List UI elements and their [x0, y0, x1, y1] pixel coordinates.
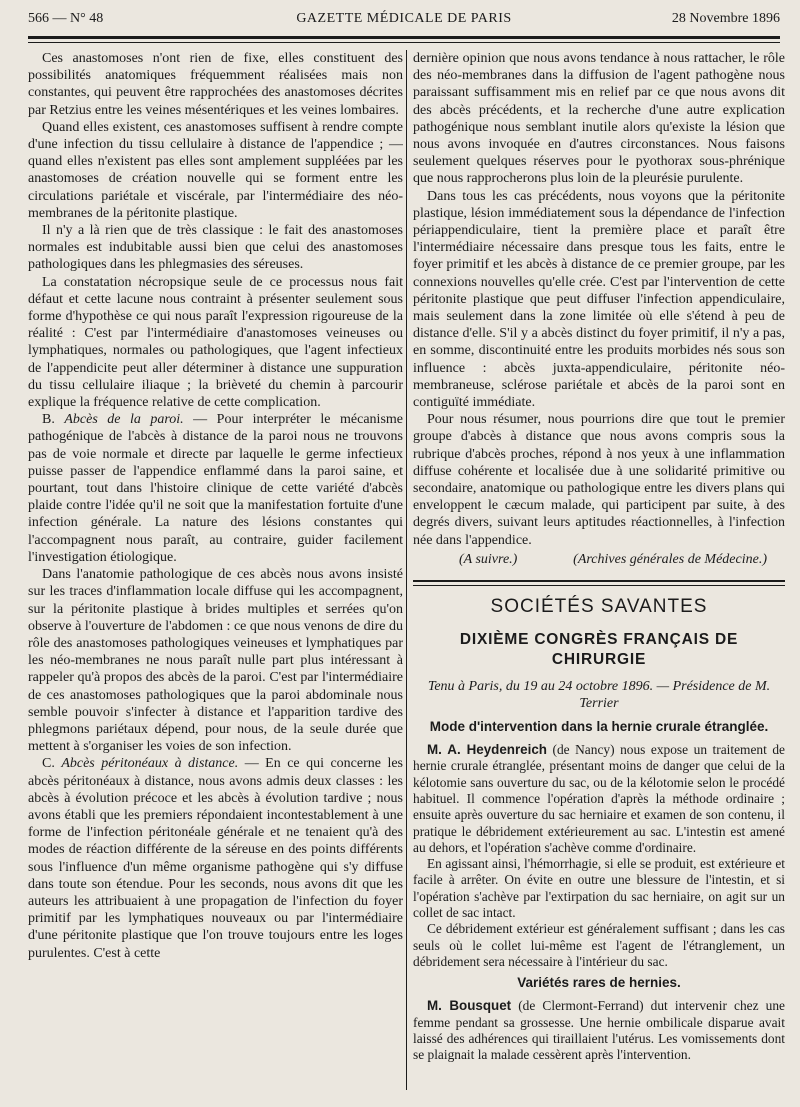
heading-abces-paroi: Abcès de la paroi.	[64, 412, 184, 428]
to-be-continued: (A suivre.)	[459, 551, 518, 567]
heading-abces-peritoneaux: Abcès péritonéaux à distance.	[61, 756, 239, 772]
paragraph: Ces anastomoses n'ont rien de fixe, elles constituent des possibilités anatomiques fréquemment réalisées mais non constantes, qui peuvent être rapprochées des anastomoses décrites par Retzius entre les veines mésentériques et les veines lombaires.	[28, 51, 403, 118]
page-header	[28, 8, 780, 30]
header-rule-thin	[28, 42, 780, 43]
paragraph: dernière opinion que nous avons tendance à nous rattacher, le rôle des néo-membranes dans la diffusion de l'agent pathogène nous paraissant suffisamment mis en relief par ce que nous avons dit des abcès précédents, et la recherche d'une autre explication pathogénique nous semblant inutile alors qu'existe la lésion que nous avons invoquée en d'autres circonstances. Nous faisons seulement quelques réserves pour le pyothorax sous-phrénique que nous rapprocherons plus loin de la pleurésie purulente.	[413, 51, 785, 187]
paragraph-abces-paroi: B. Abcès de la paroi. — Pour interpréter le mécanisme pathogénique de l'abcès à distance de la paroi nous ne trouvons pas de voie normale et directe par laquelle le germe infectieux puisse passer de l'appendice enflammé dans la paroi saine, et pourtant, tout dans l'histoire clinique de cette variété d'abcès plaide contre l'idée qu'il ne soit que la manifestation fortuite d'une infection générale. La nature des lésions constantes qui l'accompagnent nous paraît, au contraire, guider facilement l'investigation étiologique.	[28, 412, 403, 565]
article-source-line	[413, 551, 785, 568]
section-title: SOCIÉTÉS SAVANTES	[490, 596, 708, 618]
paragraph: La constatation nécropsique seule de ce processus nous fait défaut et cette lacune nous contraint à présenter seulement sous forme d'hypothèse ce qui nous paraît l'expression rigoureuse de la réalité : C'est par l'intermédiaire d'anastomoses veineuses ou lymphatiques, normales ou pathologiques, que l'agent infectieux de l'appendicite peut aller déterminer à distance une suppuration du tissu cellulaire iliaque ; la brièveté du chemin à parcourir explique la fréquence relative de cette complication.	[28, 274, 403, 411]
congress-title: DIXIÈME CONGRÈS FRANÇAIS DE CHIRURGIE	[459, 631, 739, 669]
journal-title: GAZETTE MÉDICALE DE PARIS	[296, 11, 512, 26]
paragraph-abces-peritoneaux: C. Abcès péritonéaux à distance. — En ce qui concerne les abcès péritonéaux à distance, nous avons admis deux classes : les abcès à évolution précoce et les abcès à évolution tardive ; nous avons établi que les premiers répondaient incontestablement à une forme de l'infection péritonéale générale et ne tenaient qu'à des modes de réaction différente de la séreuse en des points différents sous l'influence d'un même organisme pathogène qui s'y diffuse dans toute son étendue. Pour les seconds, nous avons dit que les auteurs les attribuaient à une propagation de l'infection du foyer primitif par les lymphatiques nouveaux ou par l'intermédiaire d'une péritonite plastique que l'on trouve toujours entre les loges purulentes. C'est à cette	[28, 756, 403, 961]
paragraph: En agissant ainsi, l'hémorrhagie, si elle se produit, est extérieure et facile à arrêter. On évite en outre une blessure de l'intestin, et si l'opération s'achève par l'extirpation du sac herniaire, on agit sur un collet de sac intact.	[413, 856, 785, 921]
page-number: 566 — N° 48	[28, 11, 104, 26]
paragraph: Pour nous résumer, nous pourrions dire que tout le premier groupe d'abcès à distance que nous avons compris sous la rubrique d'abcès proches, répond à nos yeux à une inflammation diffuse cohérente et localisée due à une solidarité primitive ou secondaire, anatomique ou pathologique entre les divers plans qui enveloppent le cæcum malade, qui participent par suite, à des degrés divers, suivant leurs aptitudes réactionnelles, à l'infection née dans l'appendice.	[413, 412, 785, 548]
subsection-title-varietes-rares: Variétés rares de hernies.	[517, 975, 681, 991]
subsection-title-hernie-crurale: Mode d'intervention dans la hernie crurale étranglée.	[429, 719, 769, 735]
issue-date: 28 Novembre 1896	[671, 11, 780, 26]
paragraph: Dans l'anatomie pathologique de ces abcès nous avons insisté sur les traces d'inflammation locale diffuse qui les accompagnent, sur la péritonite plastique à brides multiples et serrées qu'on observe à l'ouverture de l'abdomen : ce que nous venons de dire du rôle des anastomoses pathologiques veineuses et lymphatiques par les néo-membranes ne nous paraît nulle part plus intéressant à rappeler qu'à propos des abcès de la paroi. C'est par l'intermédiaire de ces anastomoses pathologiques que la paroi abdominale nous semble pouvoir s'infecter à distance et l'apparition tardive des phlegmons pariétaux dépend, pour nous, de la seule durée que mettent à s'organiser les voies de son infection.	[28, 567, 403, 755]
author-name: M. A. Heydenreich	[427, 742, 547, 758]
source-citation: (Archives générales de Médecine.)	[573, 551, 767, 567]
congress-meta: Tenu à Paris, du 19 au 24 octobre 1896. — Présidence de M. Terrier	[427, 679, 771, 712]
paragraph-heydenreich: M. A. Heydenreich (de Nancy) nous expose un traitement de hernie crurale étranglée, présentant moins de danger que celui de la kélotomie sans ouverture du sac, ou de la kélotomie selon le procédé habituel. Il commence l'opération d'après la méthode ordinaire ; ensuite après ouverture du sac herniaire et examen de son contenu, il pratique le débridement extérieurement au sac. L'intestin est amené au dehors, et l'opération s'achève comme d'ordinaire.	[413, 742, 785, 855]
section-rule-thin	[413, 585, 785, 586]
paragraph: Dans tous les cas précédents, nous voyons que la péritonite plastique, lésion immédiatement sous la dépendance de l'infection périappendiculaire, tient la première place et paraît être l'intermédiaire nécessaire dans presque tous les faits, entre le foyer primitif et les abcès à distance de ce premier groupe, par les connexions nouvelles qu'elle crée. C'est par l'intervention de cette péritonite plastique que peut diffuser l'infection appendiculaire, mais seulement dans la zone limitée où elle s'étend à peu de distance d'elle. S'il y a abcès distinct du foyer primitif, il n'y a pas, en somme, discontinuité entre les produits morbides nés sous son influence : abcès juxta-appendiculaire, péritonite néo-membraneuse, sclérose pariétale et abcès de la paroi sont en contiguïté immédiate.	[413, 188, 785, 411]
paragraph: Quand elles existent, ces anastomoses suffisent à rendre compte d'une infection du tissu cellulaire à distance de l'appendice ; — quand elles n'existent pas elles sont amplement suppléées par les anastomoses de création nouvelle qui se forment entre les circulations pariétale et viscérale, par l'intermédiaire des néo-membranes de la péritonite plastique.	[28, 119, 403, 221]
header-rule-thick	[28, 36, 780, 39]
left-column	[28, 50, 403, 1090]
paragraph-bousquet: M. Bousquet (de Clermont-Ferrand) dut intervenir chez une femme pendant sa grossesse. Une hernie ombilicale disparue avait laissé des adhérences qui tiraillaient l'utérus. Les vomissements dont se plaignait la malade cessèrent après l'intervention.	[413, 998, 785, 1063]
paragraph: Il n'y a là rien que de très classique : le fait des anastomoses normales est indubitable aussi bien que celui des anastomoses pathologiques dans les phlegmasies des séreuses.	[28, 223, 403, 273]
author-name: M. Bousquet	[427, 998, 512, 1014]
paragraph: Ce débridement extérieur est généralement suffisant ; dans les cas seuls où le collet lui-même est l'agent de l'étranglement, un débridement sera nécessaire à l'intérieur du sac.	[413, 921, 785, 969]
section-rule-thick	[413, 580, 785, 582]
right-column	[413, 50, 785, 1090]
column-divider	[406, 50, 407, 1090]
